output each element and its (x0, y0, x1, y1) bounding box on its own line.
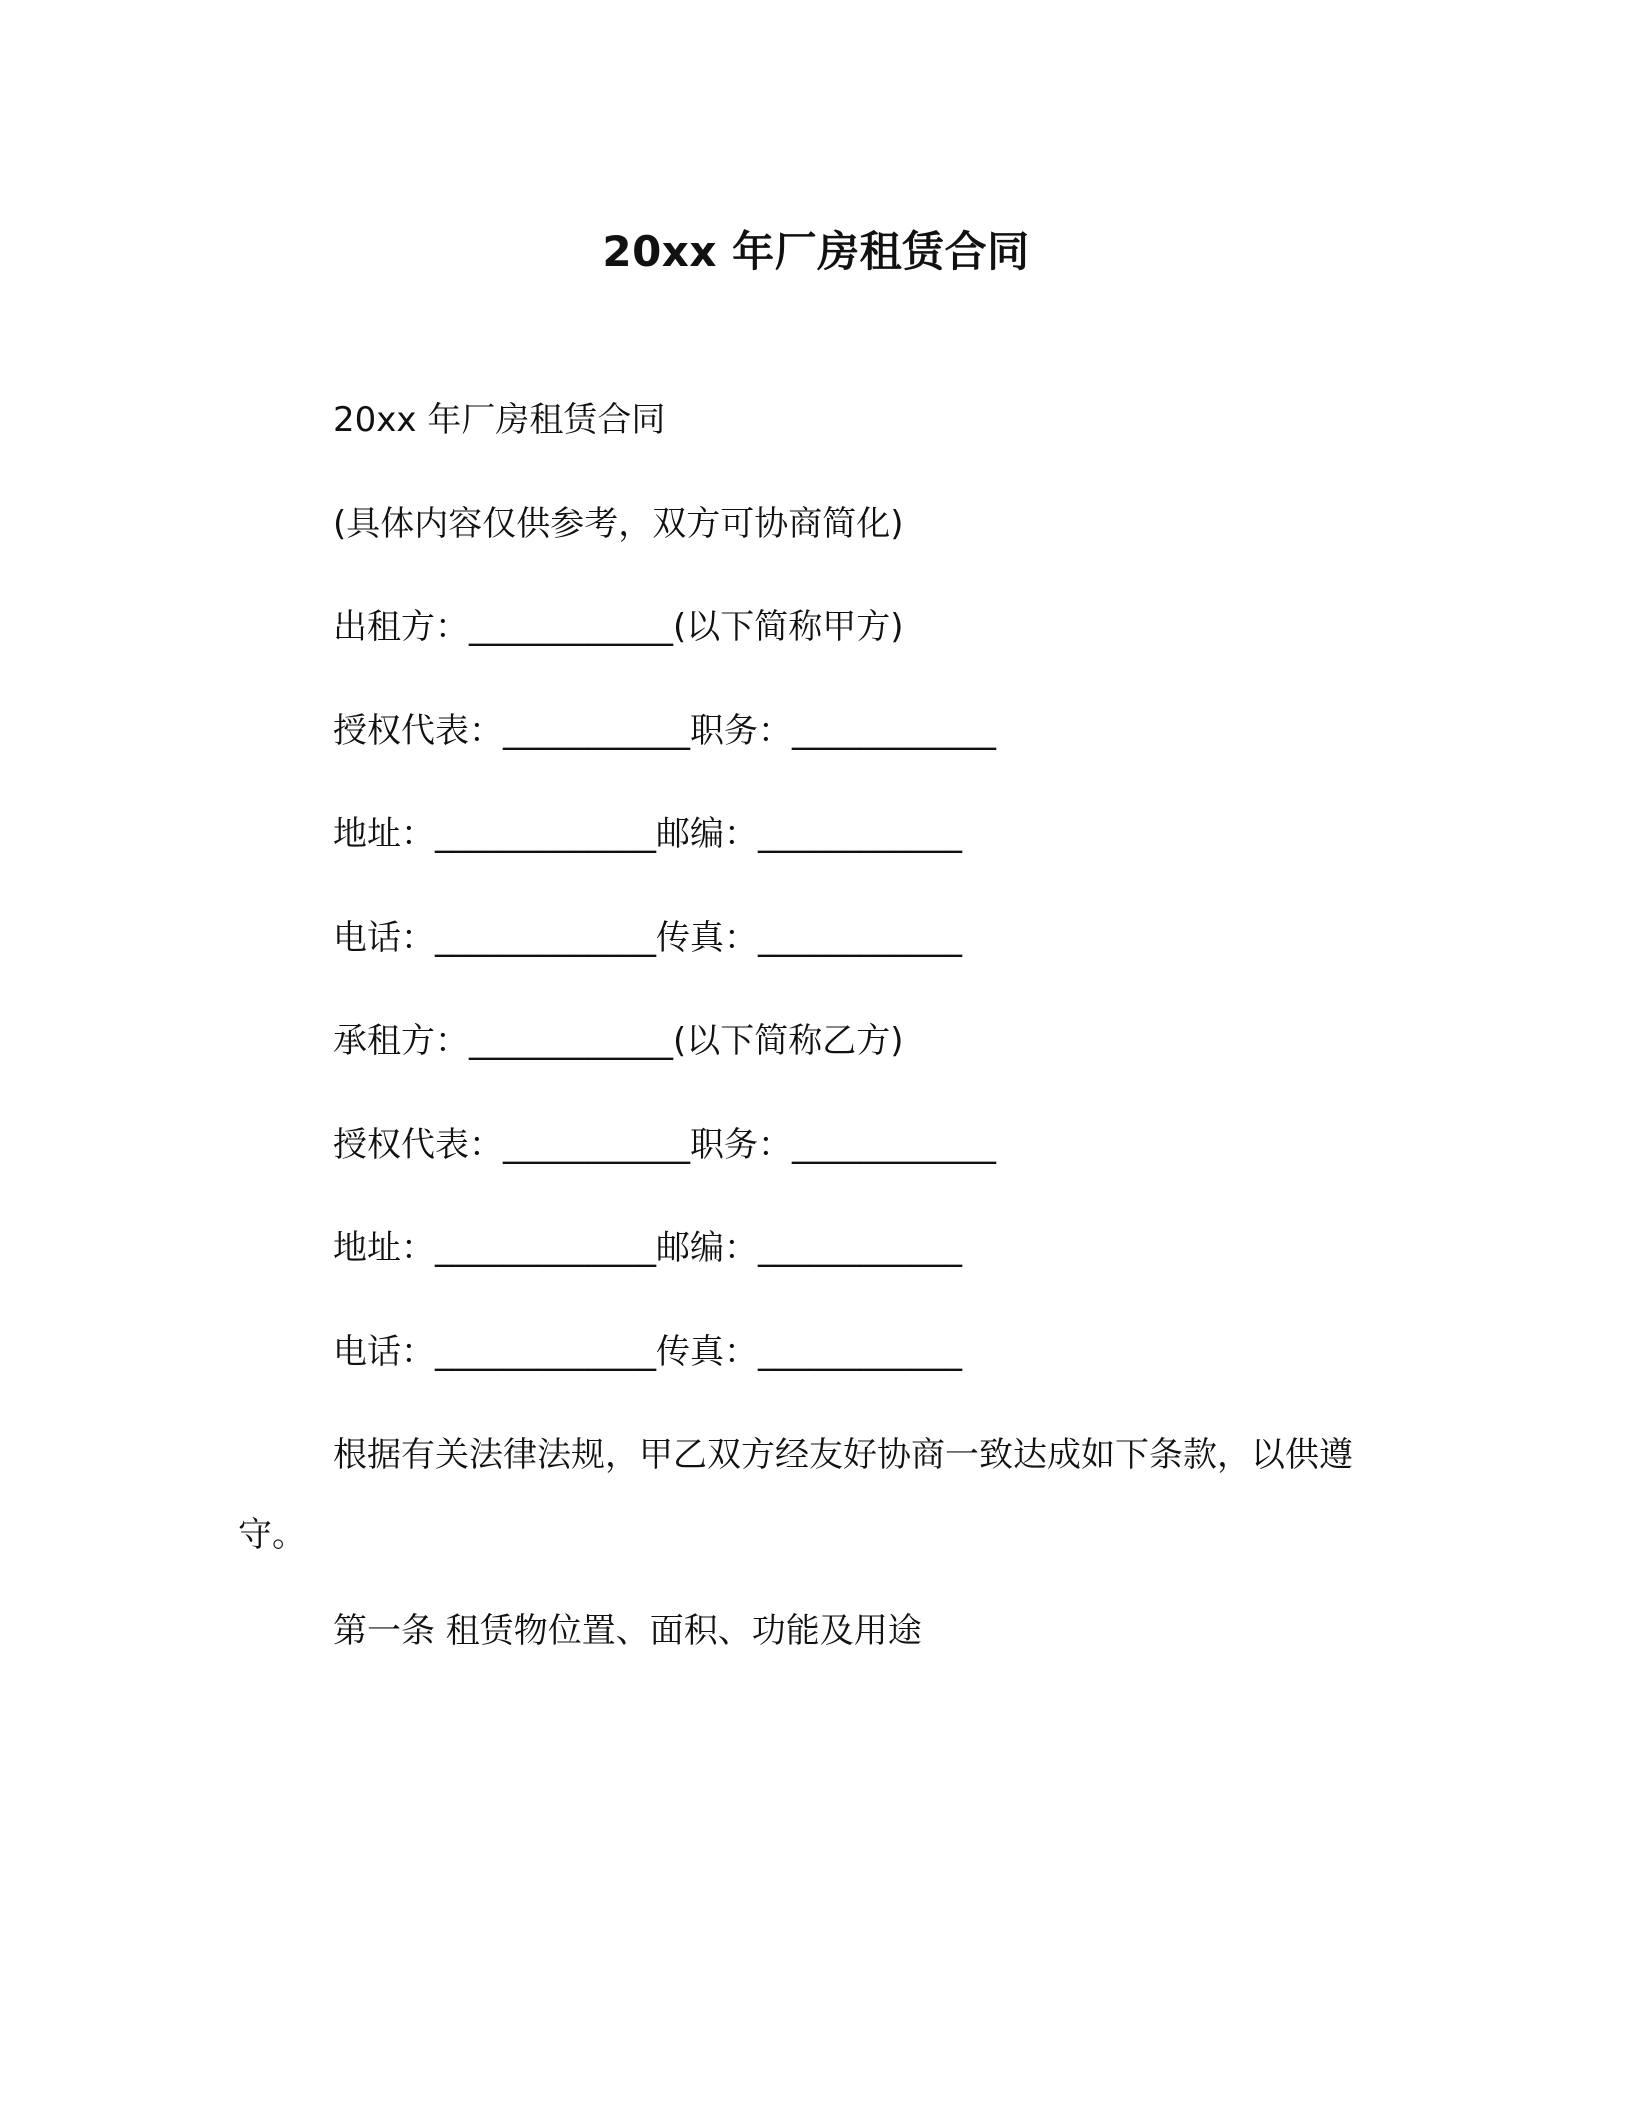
lessee-phone-line: 电话：_____________传真：____________ (333, 1332, 962, 1372)
subtitle-line: 20xx 年厂房租赁合同 (333, 400, 666, 440)
lessee-line: 承租方：____________(以下简称乙方) (333, 1021, 904, 1061)
lessor-phone-line: 电话：_____________传真：____________ (333, 918, 962, 958)
lessor-line: 出租方：____________(以下简称甲方) (333, 607, 904, 647)
agreement-paragraph: 根据有关法律法规，甲乙双方经友好协商一致达成如下条款，以供遵守。 (238, 1435, 1353, 1555)
lessee-address-line: 地址：_____________邮编：____________ (333, 1228, 962, 1268)
lessor-address-line: 地址：_____________邮编：____________ (333, 814, 962, 854)
note-line: (具体内容仅供参考，双方可协商简化) (333, 504, 904, 544)
article-heading: 第一条 租赁物位置、面积、功能及用途 (333, 1611, 922, 1651)
lessee-representative-line: 授权代表：___________职务：____________ (333, 1125, 996, 1165)
lessor-representative-line: 授权代表：___________职务：____________ (333, 711, 996, 751)
document-title: 20xx 年厂房租赁合同 (602, 227, 1030, 276)
